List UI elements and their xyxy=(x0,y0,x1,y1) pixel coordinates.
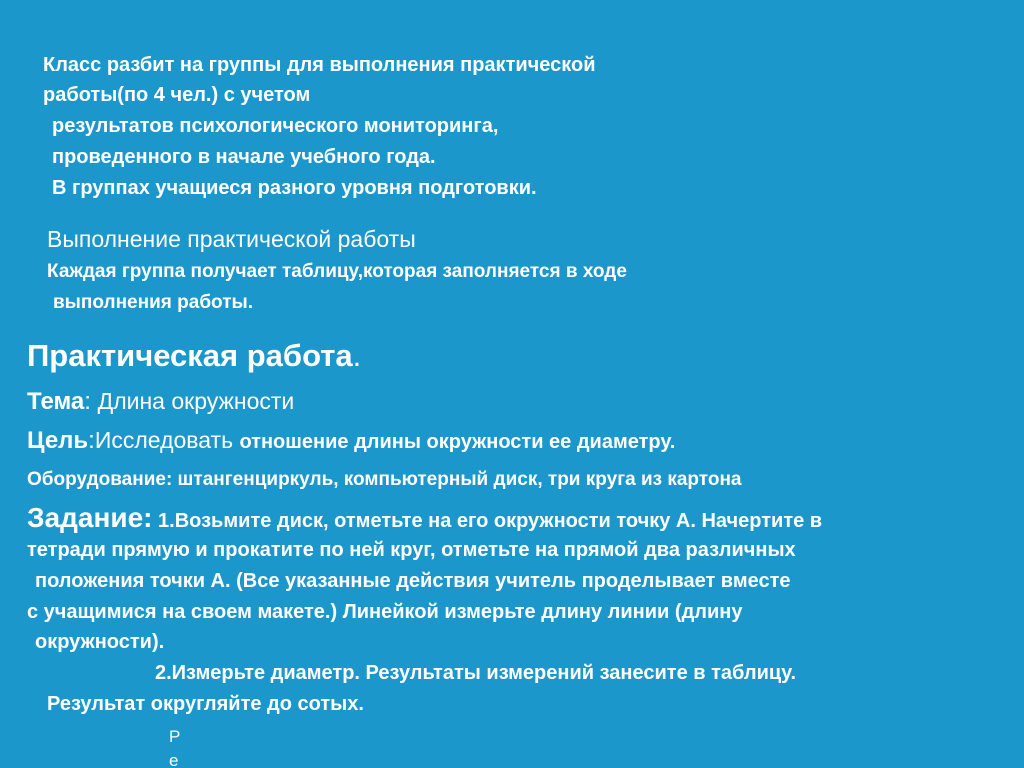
execution-line-1: Каждая группа получает таблицу,которая заполняется в ходе xyxy=(47,261,627,282)
topic-value: Длина окружности xyxy=(97,388,295,414)
intro-line-5: В группах учащиеся разного уровня подготовки. xyxy=(52,177,537,199)
stray-letter-1: Р xyxy=(169,727,181,746)
intro-line-3: результатов психологического мониторинга, xyxy=(52,115,499,137)
goal-line xyxy=(27,427,675,455)
execution-line-2: выполнения работы. xyxy=(53,292,254,313)
task-line-1-text: 1.Возьмите диск, отметьте на его окружности точку А. Начертите в xyxy=(152,510,823,532)
topic-label: Тема xyxy=(27,388,85,415)
task-label: Задание: xyxy=(27,502,153,533)
task-line-3: положения точки А. (Все указанные действия учитель проделывает вместе xyxy=(35,570,791,592)
task-line-5: окружности). xyxy=(35,631,165,653)
topic-line xyxy=(27,388,294,416)
practical-title-dot: . xyxy=(352,338,362,373)
execution-heading: Выполнение практической работы xyxy=(47,226,416,252)
goal-colon: : xyxy=(88,427,95,454)
task-line-4: с учащимися на своем макете.) Линейкой измерьте длину линии (длину xyxy=(27,601,743,623)
equipment-line: Оборудование: штангенциркуль, компьютерный диск, три круга из картона xyxy=(27,469,742,490)
goal-text: отношение длины окружности ее диаметру. xyxy=(239,431,676,453)
task-line-7: Результат округляйте до сотых. xyxy=(47,693,364,715)
intro-line-2: работы(по 4 чел.) с учетом xyxy=(43,84,311,106)
task-line-6: 2.Измерьте диаметр. Результаты измерений занесите в таблицу. xyxy=(155,662,797,684)
goal-label: Цель xyxy=(27,427,89,454)
goal-verb: Исследовать xyxy=(94,427,240,453)
intro-line-4: проведенного в начале учебного года. xyxy=(52,146,436,168)
practical-title-text: Практическая работа xyxy=(27,338,353,373)
stray-letter-2: е xyxy=(169,751,179,768)
topic-colon: : xyxy=(84,388,98,415)
intro-line-1: Класс разбит на группы для выполнения практической xyxy=(43,54,596,76)
task-line-1 xyxy=(27,502,822,534)
practical-title xyxy=(27,338,361,374)
task-line-2: тетради прямую и прокатите по ней круг, отметьте на прямой два различных xyxy=(27,539,796,561)
